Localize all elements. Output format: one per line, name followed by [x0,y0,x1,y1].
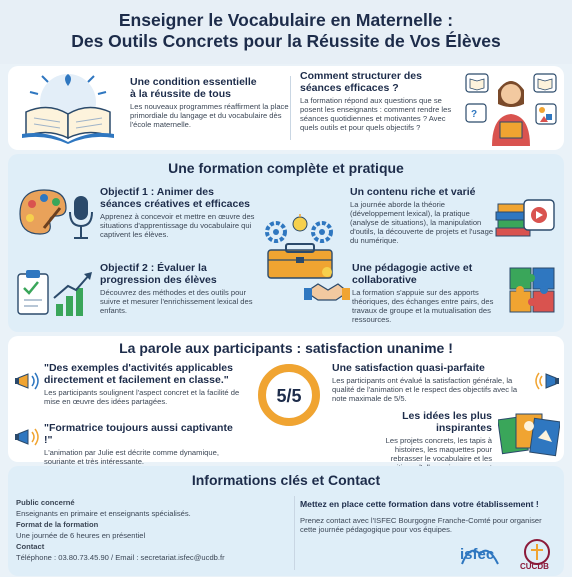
quote-2-text: L'animation par Julie est décrite comme dynamique, souriante et très intéressante. [44,448,219,466]
books-video-icon [494,190,558,246]
info-left [16,496,286,562]
public-label: Public concerné [16,498,75,507]
ideas-text: Les projets concrets, les tapis à histoires, les maquettes pour rebrasser le vocabulaire et les [385,436,492,463]
objective-2-text: Découvrez des méthodes et des outils pour suivre et mesurer l'enrichissement lexical des enfants. [100,288,253,315]
public-value: Enseignants en primaire et enseignants spécialisés. [16,509,191,518]
intro-right-title: Comment structurer des séances efficaces ? [300,70,422,94]
megaphone-icon [14,426,40,448]
pedagogy-block [352,262,502,324]
teacher-icon [462,70,560,148]
puzzle-icon [508,266,556,314]
objective-1-text: Apprenez à concevoir et mettre en œuvre des situations d'apprentissage du vocabulaire qui captivent les élèves. [100,212,255,239]
score-gauge [256,362,322,428]
participants-title: La parole aux participants : satisfaction unanime ! [119,340,453,356]
picture-books-icon [498,408,560,460]
cucdb-logo-text: CUCDB [520,562,549,571]
quote-1-text: Les participants soulignent l'aspect concret et la facilité de mise en œuvre des idées partagées. [44,388,240,406]
header [0,0,572,64]
intro-card [8,66,564,150]
satisfaction-block [332,362,528,403]
open-book-icon [18,72,118,144]
participants-card [8,336,564,466]
content-block [350,186,500,245]
title-line-2: Des Outils Concrets pour la Réussite de Vos Élèves [71,31,501,51]
format-value: Une journée de 6 heures en présentiel [16,531,146,540]
intro-left-title: Une condition essentielle à la réussite de tous [130,76,257,100]
intro-left-text: Les nouveaux programmes réaffirment la place primordiale du langage et du vocabulaire dès l'école maternelle. [130,102,289,129]
contact-value[interactable]: Téléphone : 03.80.73.45.90 / Email : secretariat.isfec@ucdb.fr [16,553,225,562]
score-label: 5/5 [276,386,302,406]
objective-2-title: Objectif 2 : Évaluer la progression des élèves [100,262,217,286]
divider [290,76,291,140]
cta-text: Prenez contact avec l'ISFEC Bourgogne Franche-Comté pour organiser cette journée pédagogique pour vos équipes. [300,516,542,534]
handshake-icon [304,266,350,304]
cucdb-logo [516,538,558,572]
cta-block [300,498,558,534]
ideas-title: Les idées les plus inspirantes [402,410,492,434]
quote-1-title: "Des exemples d'activités applicables directement et facilement en classe." [44,362,233,386]
objective-1-title: Objectif 1 : Animer des séances créatives et efficaces [100,186,251,210]
title-line-1: Enseigner le Vocabulaire en Maternelle : [118,10,454,30]
svg-text:?: ? [471,109,478,120]
megaphone-icon [14,370,40,392]
megaphone-icon [534,370,560,392]
info-title: Informations clés et Contact [191,472,381,488]
intro-left-block [130,76,290,129]
formation-card [8,154,564,332]
satisfaction-text: Les participants ont évalué la satisfaction générale, la qualité de l'animation et le respect des objectifs avec la note maximale de 5/5. [332,376,518,403]
info-card [8,466,564,576]
quote-2-block [44,422,244,466]
quote-2-title: "Formatrice toujours aussi captivante !" [44,422,233,446]
format-label: Format de la formation [16,520,99,529]
content-text: La journée aborde la théorie (développement lexical), la pratique (analyse de situations), la manipulation d'outils, la découverte de projets et l'usage du numérique. [350,200,494,245]
intro-right-block [300,70,452,132]
objective-1-block [100,186,260,239]
quote-1-block [44,362,244,406]
pedagogy-title: Une pédagogie active et collaborative [352,262,473,286]
palette-microphone-icon [14,184,96,246]
formation-title: Une formation complète et pratique [168,160,404,176]
divider [294,496,295,570]
content-title: Un contenu riche et varié [350,186,476,198]
clipboard-chart-icon [14,266,96,322]
page-title [0,10,572,52]
intro-right-text: La formation répond aux questions que se posent les enseignants : comment rendre les séances quotidiennes et motivantes ? Avec quels outils et pour quels objectifs ? [300,96,452,132]
objective-2-block [100,262,260,315]
isfec-logo [456,542,504,568]
isfec-logo-text: isfec [460,546,495,563]
cta-title: Mettez en place cette formation dans votre établissement ! [300,499,539,509]
satisfaction-title: Une satisfaction quasi-parfaite [332,362,485,374]
contact-label: Contact [16,542,45,551]
pedagogy-text: La formation s'appuie sur des apports théoriques, des échanges entre pairs, des travaux de groupe et la mutualisation des ressources. [352,288,494,324]
